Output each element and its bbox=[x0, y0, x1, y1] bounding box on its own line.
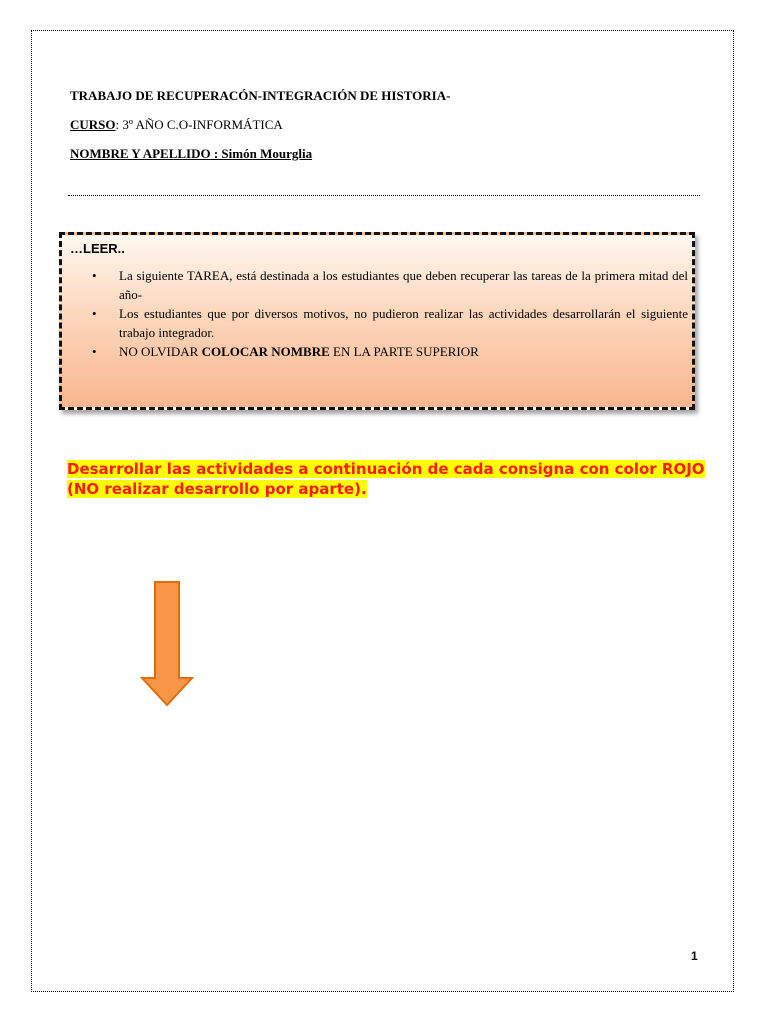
bullet-icon: • bbox=[92, 306, 97, 321]
bullet-icon: • bbox=[92, 268, 97, 283]
instruction-text bbox=[67, 459, 707, 499]
page-number: 1 bbox=[691, 949, 698, 963]
notice-item bbox=[92, 342, 688, 361]
notice-item-text bbox=[119, 342, 688, 361]
course-value: : 3º AÑO C.O-INFORMÁTICA bbox=[115, 117, 283, 132]
notice-box bbox=[59, 232, 695, 410]
notice-item-pre: NO OLVIDAR bbox=[119, 344, 202, 359]
notice-item-bold: COLOCAR NOMBRE bbox=[201, 344, 330, 359]
course-label: CURSO bbox=[70, 117, 116, 132]
bullet-icon: • bbox=[92, 344, 97, 359]
notice-item-post: EN LA PARTE SUPERIOR bbox=[329, 344, 479, 359]
down-arrow-icon bbox=[140, 580, 196, 708]
notice-item-text: Los estudiantes que por diversos motivos, no pudieron realizar las actividades desarrollarán el siguiente trabajo integrador. bbox=[119, 306, 688, 340]
instruction-line-1: Desarrollar las actividades a continuación de cada consigna con color ROJO bbox=[67, 460, 705, 478]
student-name-line: NOMBRE Y APELLIDO : Simón Mourglia bbox=[70, 146, 313, 161]
notice-item bbox=[92, 266, 688, 304]
course-line bbox=[70, 117, 283, 133]
instruction-line-2: (NO realizar desarrollo por aparte). bbox=[67, 480, 367, 498]
document-title: TRABAJO DE RECUPERACÓN-INTEGRACIÓN DE HISTORIA- bbox=[70, 88, 451, 103]
notice-item bbox=[92, 304, 688, 342]
down-arrow-shape bbox=[142, 582, 192, 705]
notice-item-text: La siguiente TAREA, está destinada a los estudiantes que deben recuperar las tareas de la primera mitad del año- bbox=[119, 268, 688, 302]
notice-list bbox=[92, 266, 688, 361]
notice-heading: …LEER.. bbox=[70, 241, 125, 256]
page-border bbox=[31, 30, 734, 992]
dotted-divider bbox=[68, 195, 700, 196]
